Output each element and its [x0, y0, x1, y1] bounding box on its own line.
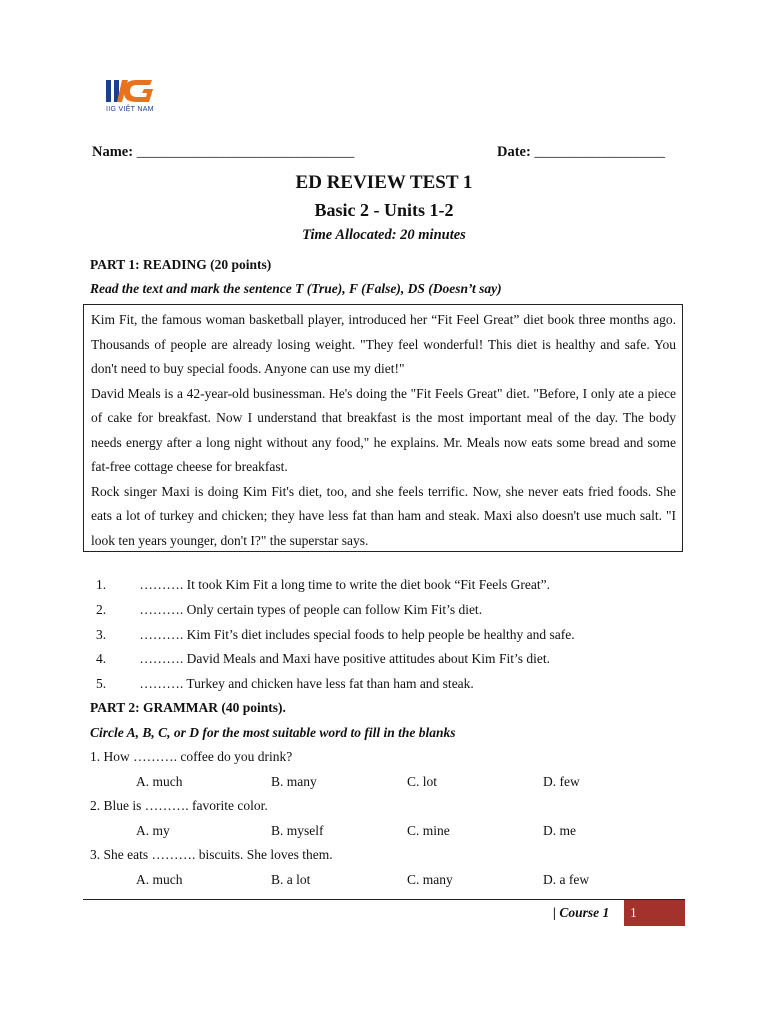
statement-text: ………. David Meals and Maxi have positive attitudes about Kim Fit’s diet.	[139, 651, 550, 666]
option-d: D. few	[543, 774, 580, 789]
statement-number: 2.	[96, 602, 107, 617]
part1-heading: PART 1: READING (20 points)	[90, 257, 272, 272]
statement-row	[96, 676, 474, 692]
statement-text: ………. Only certain types of people can follow Kim Fit’s diet.	[139, 602, 483, 617]
date-field	[497, 144, 665, 161]
passage-paragraph: David Meals is a 42-year-old businessman. He's doing the "Fit Feels Great" diet. "Before, I only ate a piece of cake for breakfast. Now I understand that breakfast is the most important meal of the day. The body needs energy after a long night without any food," he explains. Mr. Meals now eats some bread and some fat-free cottage cheese for breakfast.	[91, 385, 676, 474]
statement-number: 1.	[96, 577, 107, 592]
statement-text: ………. Turkey and chicken have less fat than ham and steak.	[139, 676, 474, 691]
test-subtitle: Basic 2 - Units 1-2	[314, 200, 454, 220]
option-a: A. much	[136, 774, 183, 789]
question-1: 1. How ………. coffee do you drink?	[90, 749, 293, 764]
option-b: B. many	[271, 774, 317, 789]
part1-instruction: Read the text and mark the sentence T (True), F (False), DS (Doesn’t say)	[90, 281, 502, 296]
statement-row	[96, 651, 550, 667]
name-blank: ______________________________	[136, 144, 355, 160]
question-2: 2. Blue is ………. favorite color.	[90, 798, 268, 813]
option-a: A. my	[136, 823, 170, 838]
option-d: D. a few	[543, 872, 590, 887]
logo-caption: IIG VIỆT NAM	[106, 106, 154, 113]
date-label: Date:	[497, 144, 531, 160]
statement-number: 3.	[96, 627, 107, 642]
statement-row	[96, 577, 550, 593]
passage-paragraph: Rock singer Maxi is doing Kim Fit's diet, too, and she feels terrific. Now, she never eats fried foods. She eats a lot of turkey and chicken; they have less fat than ham and steak. Maxi also doesn't use much salt. "I look ten years younger, don't I?" the superstar says.	[91, 483, 676, 548]
statement-text: ………. It took Kim Fit a long time to write the diet book “Fit Feels Great”.	[139, 577, 550, 592]
footer-divider	[83, 899, 685, 900]
option-d: D. me	[543, 823, 576, 838]
footer-course-label: | Course 1	[553, 905, 610, 920]
time-allocated: Time Allocated: 20 minutes	[302, 227, 466, 243]
part2-instruction: Circle A, B, C, or D for the most suitable word to fill in the blanks	[90, 725, 456, 740]
name-label: Name:	[92, 144, 134, 160]
statement-number: 4.	[96, 651, 107, 666]
option-c: C. lot	[407, 774, 438, 789]
statement-number: 5.	[96, 676, 107, 691]
statement-row	[96, 627, 575, 643]
date-blank: __________________	[534, 144, 665, 160]
page-number-badge: 1	[624, 900, 685, 926]
option-b: B. myself	[271, 823, 324, 838]
option-a: A. much	[136, 872, 183, 887]
option-c: C. many	[407, 872, 453, 887]
test-title: ED REVIEW TEST 1	[295, 172, 473, 193]
option-c: C. mine	[407, 823, 450, 838]
option-b: B. a lot	[271, 872, 311, 887]
question-3: 3. She eats ………. biscuits. She loves them.	[90, 847, 333, 862]
passage-paragraph: Kim Fit, the famous woman basketball player, introduced her “Fit Feel Great” diet book three months ago. Thousands of people are already losing weight. "They feel wonderful! This diet is healthy and safe. You don't need to buy special foods. Anyone can use my diet!"	[91, 312, 676, 376]
name-field	[92, 144, 354, 161]
statement-text: ………. Kim Fit’s diet includes special foods to help people be healthy and safe.	[139, 627, 575, 642]
statement-row	[96, 602, 482, 618]
part2-heading: PART 2: GRAMMAR (40 points).	[90, 700, 286, 715]
iig-logo	[92, 66, 174, 124]
reading-passage	[83, 304, 683, 552]
